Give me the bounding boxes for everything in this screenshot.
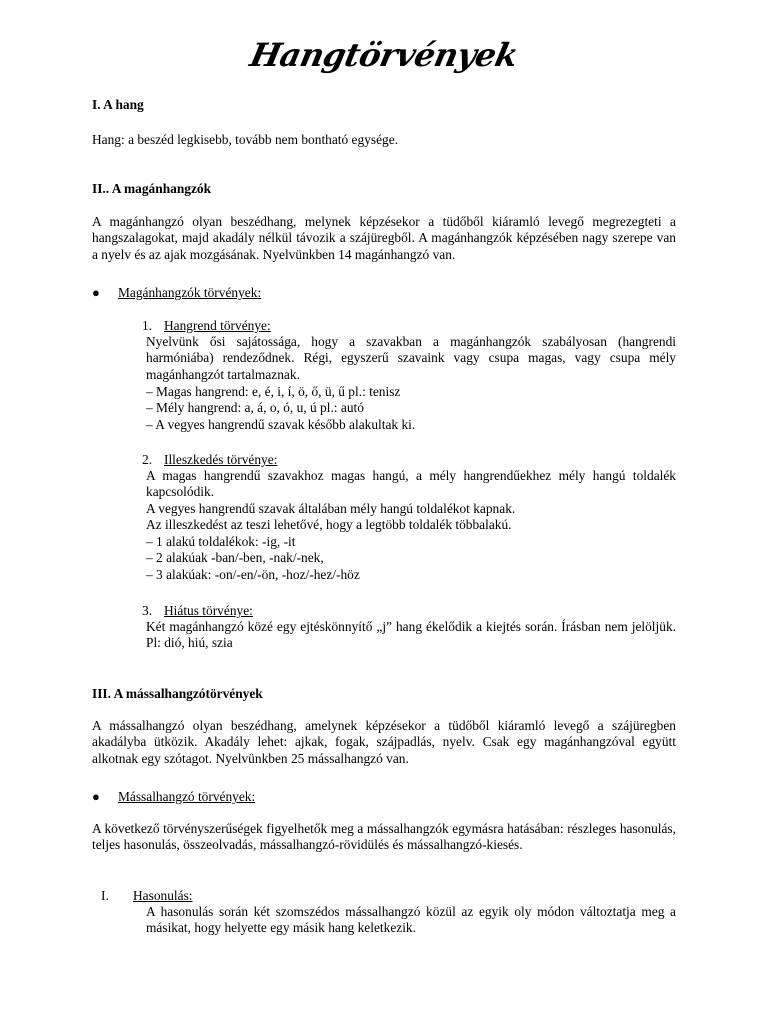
bullet-icon: ● bbox=[92, 789, 100, 804]
item-1-number: I. bbox=[101, 888, 109, 903]
law-1-title: Hangrend törvénye: bbox=[164, 318, 271, 333]
law-3-number: 3. bbox=[142, 603, 153, 618]
section-1-text: Hang: a beszéd legkisebb, tovább nem bontható egysége. bbox=[92, 132, 399, 147]
law-2-title: Illeszkedés törvénye: bbox=[164, 452, 278, 467]
law-2-line: – 3 alakúak: -on/-en/-ön, -hoz/-hez/-höz bbox=[146, 566, 360, 582]
law-1-line: – Magas hangrend: e, é, i, í, ö, ő, ü, ű pl.: tenisz bbox=[146, 384, 401, 399]
law-1-paragraph: Nyelvünk ősi sajátossága, hogy a szavakban a magánhangzók szabályosan (hangrendi harmóniába) rendeződnek. Régi, egyszerű szavaink vagy csupa magas, vagy csupa mély magánhangzót tartalmaznak. bbox=[146, 334, 676, 382]
bullet-icon: ● bbox=[92, 285, 100, 300]
item-1-heading bbox=[101, 888, 193, 904]
section-3-paragraph: A következő törvényszerűségek figyelhetők meg a mássalhangzók egymásra hatásában: részleges hasonulás, teljes hasonulás, összeolvadás, mássalhangzó-rövidülés és mássalhangzó-kiesés. bbox=[92, 821, 676, 853]
law-2-paragraph: A magas hangrendű szavakhoz magas hangú, a mély hangrendűekhez mély hangú toldalék kapcsolódik. bbox=[146, 468, 676, 500]
law-2-lines bbox=[146, 501, 676, 583]
law-2-line: – 2 alakúak -ban/-ben, -nak/-nek, bbox=[146, 550, 324, 566]
vowel-laws-label: Magánhangzók törvények: bbox=[118, 285, 262, 300]
law-1-line: – A vegyes hangrendű szavak később alakultak ki. bbox=[146, 416, 416, 432]
law-2-line: A vegyes hangrendű szavak általában mély hangú toldalékot kapnak. bbox=[146, 501, 516, 516]
law-2-line: Az illeszkedést az teszi lehetővé, hogy a legtöbb toldalék többalakú. bbox=[146, 517, 512, 533]
law-1-lines bbox=[146, 384, 676, 433]
consonant-laws-label: Mássalhangzó törvények: bbox=[118, 789, 256, 804]
section-2-intro: A magánhangzó olyan beszédhang, melynek képzésekor a tüdőből kiáramló levegő megrezegteti a hangszalagokat, majd akadály nélkül távozik a szájüregből. A magánhangzók képzésében nagy szerepe van a nyelv és az ajak mozgásának. Nyelvünkben 14 magánhangzó van. bbox=[92, 214, 676, 262]
law-2-heading bbox=[142, 452, 277, 468]
item-1-paragraph: A hasonulás során két szomszédos mássalhangzó közül az egyik oly módon változtatja meg a másikat, hogy helyette egy másik hang keletkezik. bbox=[146, 904, 676, 936]
page-title: Hangtörvények bbox=[246, 36, 522, 74]
law-3-heading bbox=[142, 603, 253, 619]
section-3-heading: III. A mássalhangzótörvények bbox=[92, 686, 263, 701]
law-1-line: – Mély hangrend: a, á, o, ó, u, ú pl.: autó bbox=[146, 400, 364, 416]
section-2-heading: II.. A magánhangzók bbox=[92, 181, 212, 196]
law-1-number: 1. bbox=[142, 318, 153, 333]
law-3-paragraph: Két magánhangzó közé egy ejtéskönnyítő „j” hang ékelődik a kiejtés során. Írásban nem jelöljük. Pl: dió, hiú, szia bbox=[146, 619, 676, 651]
law-2-line: – 1 alakú toldalékok: -ig, -it bbox=[146, 533, 296, 549]
law-1-heading bbox=[142, 318, 271, 334]
law-3-title: Hiátus törvénye: bbox=[164, 603, 253, 618]
law-2-number: 2. bbox=[142, 452, 153, 467]
item-1-title: Hasonulás: bbox=[133, 888, 193, 903]
section-3-intro: A mássalhangzó olyan beszédhang, amelynek képzésekor a tüdőből kiáramló levegő a szájüregben akadályba ütközik. Akadály lehet: ajkak, fogak, szájpadlás, nyelv. Csak egy magánhangzóval együtt alkotnak egy szótagot. Nyelvünkben 25 mássalhangzó van. bbox=[92, 718, 676, 766]
section-1-heading: I. A hang bbox=[92, 97, 144, 112]
